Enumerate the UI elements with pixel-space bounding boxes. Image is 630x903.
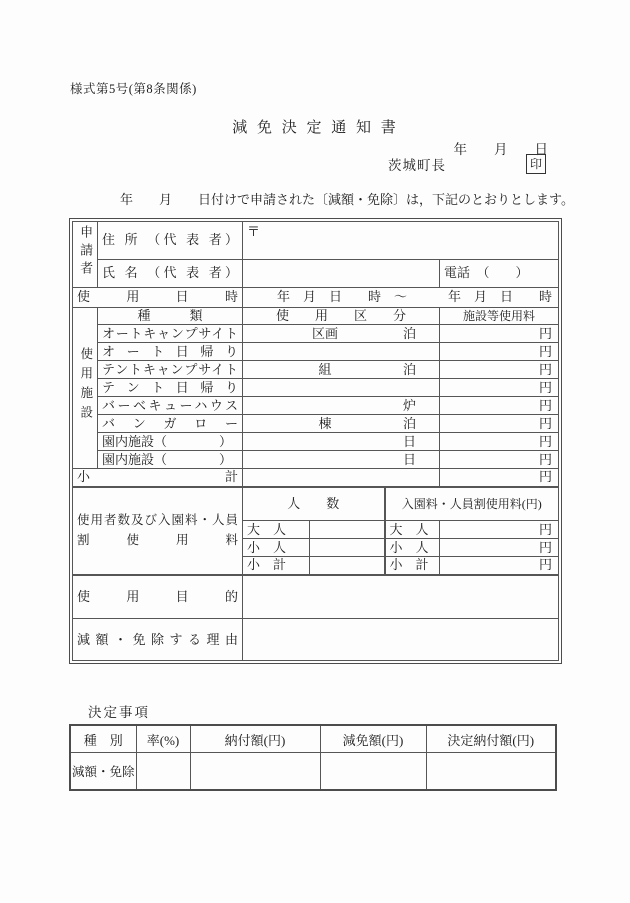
intro-sentence: 年 月 日付けで申請された〔減額・免除〕は，下記のとおりとします。 <box>120 192 574 207</box>
datetime-to: 年 月 日 時 <box>448 289 553 305</box>
tel-label: 電話 （ ） <box>440 260 559 288</box>
decision-col-rate: 率(%) <box>136 725 190 753</box>
facility-row <box>73 397 559 415</box>
main-table <box>69 218 562 664</box>
facility-fee: 円 <box>440 361 559 379</box>
facility-division: 棟 泊 <box>243 415 440 433</box>
usage-datetime-label: 使 用 日 時 <box>73 288 243 308</box>
decision-reduction-field <box>320 753 426 791</box>
facility-division: 組 泊 <box>243 361 440 379</box>
page-title: 減 免 決 定 通 知 書 <box>232 120 398 136</box>
decision-col-type: 種 別 <box>70 725 136 753</box>
facility-row <box>73 361 559 379</box>
facility-fee: 円 <box>440 451 559 469</box>
fee-label: 大 人 <box>385 521 440 539</box>
count-field <box>310 557 385 575</box>
facility-fee: 円 <box>440 415 559 433</box>
purpose-label: 使 用 目 的 <box>73 575 243 619</box>
fee-field: 円 <box>440 521 559 539</box>
fee-field: 円 <box>440 539 559 557</box>
purpose-field <box>243 575 559 619</box>
address-label: 住 所 （代 表 者） <box>98 222 243 260</box>
facility-row <box>73 343 559 361</box>
facility-name: オ ー ト 日 帰 り <box>98 343 243 361</box>
facility-name: オートキャンプサイト <box>98 325 243 343</box>
facility-fee: 円 <box>440 433 559 451</box>
facility-fee: 円 <box>440 343 559 361</box>
decision-row-label: 減額・免除 <box>70 753 136 791</box>
facility-name: 園内施設（ ） <box>98 433 243 451</box>
facilities-side-label: 使用施設 <box>73 308 98 469</box>
usage-datetime-field <box>243 288 559 308</box>
count-label: 大 人 <box>243 521 310 539</box>
fee-label: 小 人 <box>385 539 440 557</box>
entrance-fee-header: 入園料・人員割使用料(円) <box>385 487 559 521</box>
count-label: 小 計 <box>243 557 310 575</box>
seal-box: 印 <box>526 154 546 174</box>
facility-row <box>73 415 559 433</box>
facility-row <box>73 433 559 451</box>
type-header: 種 類 <box>98 308 243 325</box>
decision-row <box>70 753 556 791</box>
decision-col-final: 決定納付額(円) <box>426 725 556 753</box>
facility-division: 日 <box>243 451 440 469</box>
facility-name: テントキャンプサイト <box>98 361 243 379</box>
reason-label: 減 額 ・ 免 除 す る 理 由 <box>73 619 243 661</box>
address-field: 〒 <box>243 222 559 260</box>
reason-field <box>243 619 559 661</box>
facility-fee: 円 <box>440 397 559 415</box>
decision-col-amount: 納付額(円) <box>190 725 320 753</box>
facility-name: テ ン ト 日 帰 り <box>98 379 243 397</box>
fee-label: 小 計 <box>385 557 440 575</box>
subtotal-label: 小 計 <box>73 469 243 487</box>
count-field <box>310 539 385 557</box>
facility-row <box>73 379 559 397</box>
facility-name: バーベキューハウス <box>98 397 243 415</box>
facility-division <box>243 379 440 397</box>
applicant-side-label: 申請者 <box>73 222 98 288</box>
decision-rate-field <box>136 753 190 791</box>
decision-heading: 決定事項 <box>88 705 150 720</box>
fee-header: 施設等使用料 <box>440 308 559 325</box>
facility-name: 園内施設（ ） <box>98 451 243 469</box>
facility-division: 日 <box>243 433 440 451</box>
decision-table <box>69 724 557 791</box>
facility-fee: 円 <box>440 325 559 343</box>
name-field <box>243 260 440 288</box>
name-label: 氏 名 （代 表 者） <box>98 260 243 288</box>
datetime-from: 年 月 日 時 ～ <box>276 289 407 305</box>
facility-name: バ ン ガ ロ ー <box>98 415 243 433</box>
facility-division <box>243 343 440 361</box>
division-header: 使 用 区 分 <box>243 308 440 325</box>
count-header: 人 数 <box>243 487 385 521</box>
subtotal-fee: 円 <box>440 469 559 487</box>
facility-division: 炉 <box>243 397 440 415</box>
decision-final-field <box>426 753 556 791</box>
visitors-label: 使用者数及び入園料・人員割使用料 <box>73 487 243 575</box>
fee-field: 円 <box>440 557 559 575</box>
issuer-line <box>388 154 546 174</box>
count-field <box>310 521 385 539</box>
mayor-name: 茨城町長 <box>388 158 446 173</box>
facility-fee: 円 <box>440 379 559 397</box>
facility-division: 区画 泊 <box>243 325 440 343</box>
form-number: 様式第5号(第8条関係) <box>70 82 197 96</box>
decision-col-reduction: 減免額(円) <box>320 725 426 753</box>
issue-date: 年 月 日 <box>453 142 548 157</box>
subtotal-division-blank <box>243 469 440 487</box>
facility-row <box>73 325 559 343</box>
decision-amount-field <box>190 753 320 791</box>
facility-row <box>73 451 559 469</box>
count-label: 小 人 <box>243 539 310 557</box>
